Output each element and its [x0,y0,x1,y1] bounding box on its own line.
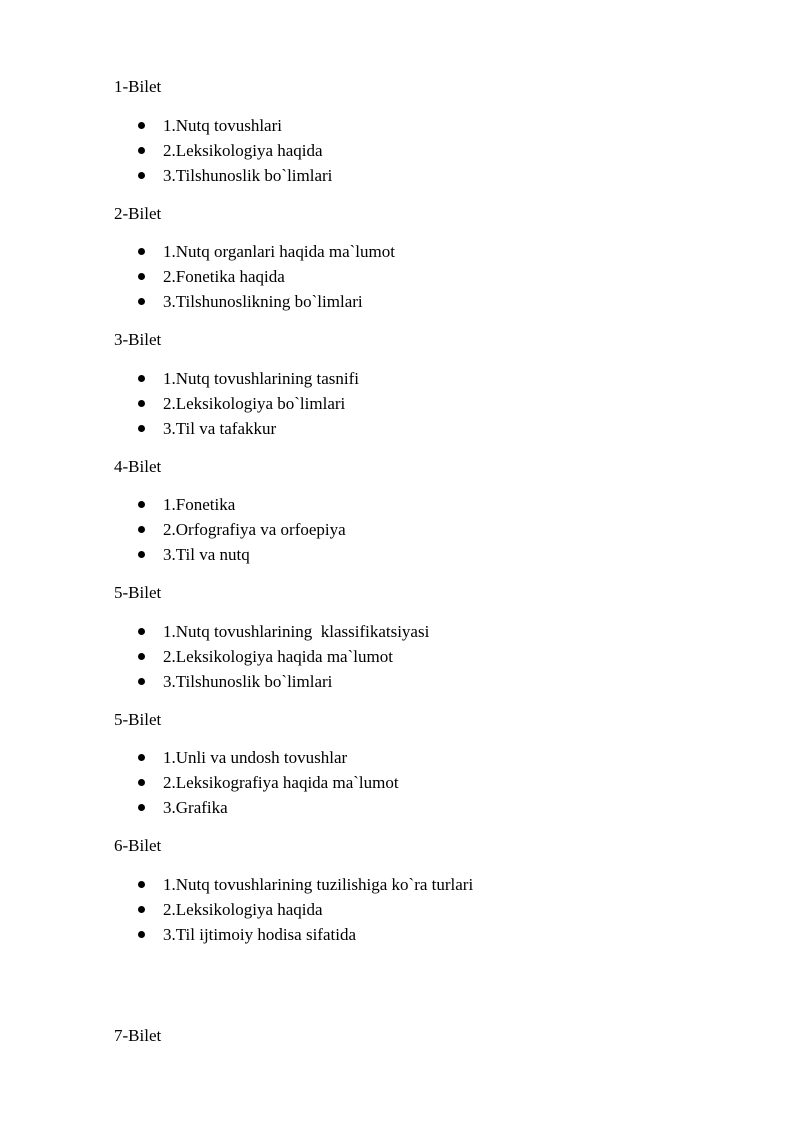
bullet-icon [138,273,145,280]
ticket-heading: 7-Bilet [114,1026,162,1045]
bullet-icon [138,122,145,129]
list-item: 1.Nutq tovushlarining tasnifi [163,369,359,388]
bullet-icon [138,298,145,305]
ticket-heading: 2-Bilet [114,204,162,223]
list-item: 3.Til va nutq [163,545,250,564]
list-item: 3.Tilshunoslik bo`limlari [163,672,333,691]
bullet-icon [138,779,145,786]
list-item: 1.Fonetika [163,495,236,514]
list-item: 2.Fonetika haqida [163,267,285,286]
bullet-icon [138,400,145,407]
list-item: 1.Nutq organlari haqida ma`lumot [163,242,395,261]
list-item: 1.Nutq tovushlarining klassifikatsiyasi [163,622,430,641]
bullet-icon [138,754,145,761]
list-item: 2.Leksikografiya haqida ma`lumot [163,773,399,792]
bullet-icon [138,375,145,382]
bullet-icon [138,804,145,811]
bullet-icon [138,147,145,154]
bullet-icon [138,678,145,685]
list-item: 3.Til va tafakkur [163,419,277,438]
bullet-icon [138,628,145,635]
list-item: 2.Leksikologiya haqida [163,141,323,160]
bullet-icon [138,501,145,508]
bullet-icon [138,931,145,938]
list-item: 2.Leksikologiya haqida [163,900,323,919]
ticket-heading: 6-Bilet [114,836,162,855]
list-item: 2.Leksikologiya haqida ma`lumot [163,647,393,666]
ticket-heading: 4-Bilet [114,457,162,476]
bullet-icon [138,248,145,255]
list-item: 2.Orfografiya va orfoepiya [163,520,346,539]
list-item: 3.Til ijtimoiy hodisa sifatida [163,925,356,944]
bullet-icon [138,551,145,558]
bullet-icon [138,425,145,432]
bullet-icon [138,526,145,533]
list-item: 3.Tilshunoslikning bo`limlari [163,292,363,311]
ticket-heading: 1-Bilet [114,77,162,96]
list-item: 1.Unli va undosh tovushlar [163,748,348,767]
list-item: 3.Grafika [163,798,228,817]
list-item: 2.Leksikologiya bo`limlari [163,394,346,413]
ticket-heading: 5-Bilet [114,583,162,602]
bullet-icon [138,653,145,660]
list-item: 3.Tilshunoslik bo`limlari [163,166,333,185]
bullet-icon [138,881,145,888]
bullet-icon [138,172,145,179]
ticket-heading: 5-Bilet [114,710,162,729]
list-item: 1.Nutq tovushlarining tuzilishiga ko`ra turlari [163,875,474,894]
ticket-heading: 3-Bilet [114,330,162,349]
list-item: 1.Nutq tovushlari [163,116,282,135]
bullet-icon [138,906,145,913]
